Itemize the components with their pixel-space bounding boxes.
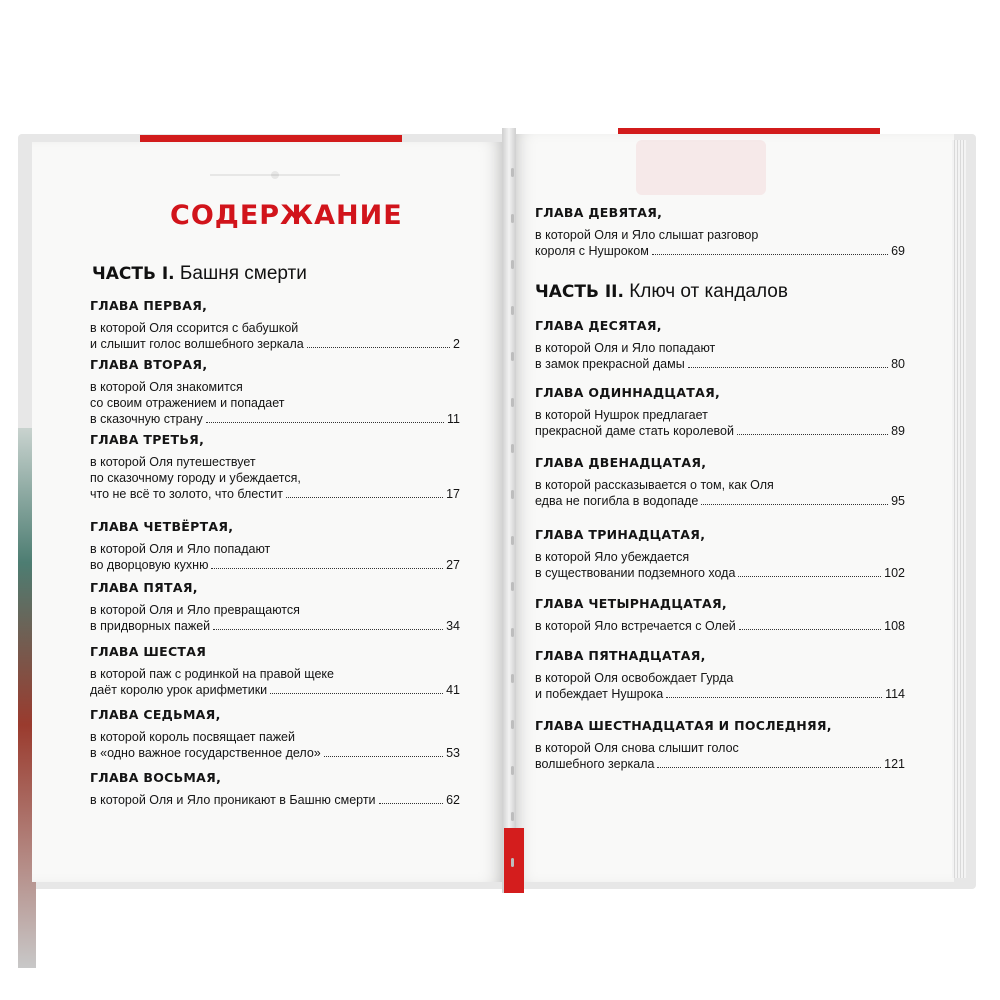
chapter-description-text: в существовании подземного хода (535, 566, 736, 580)
page-number: 34 (446, 619, 460, 633)
chapter-description-line: в которой Оля ссорится с бабушкой (90, 321, 299, 335)
part-label: ЧАСТЬ I. (92, 264, 175, 284)
chapter-heading: ГЛАВА СЕДЬМАЯ, (90, 707, 221, 722)
chapter-description-line: в которой Оля и Яло слышат разговор (535, 228, 759, 242)
bleed-through-ornament (210, 168, 340, 182)
toc-entry (90, 580, 460, 634)
page-title: СОДЕРЖАНИЕ (170, 200, 403, 231)
dot-leader (739, 629, 881, 630)
chapter-description-last-line (535, 618, 905, 634)
chapter-heading: ГЛАВА ОДИННАДЦАТАЯ, (535, 385, 721, 400)
dot-leader (324, 756, 443, 757)
chapter-description-text: в «одно важное государственное дело» (90, 746, 321, 760)
toc-entry (535, 718, 905, 772)
part-heading-1 (92, 263, 307, 285)
page-number: 114 (885, 687, 905, 701)
chapter-description-text: в придворных пажей (90, 619, 211, 633)
part-name: Башня смерти (179, 263, 307, 284)
chapter-description-text: что не всё то золото, что блестит (90, 487, 283, 501)
chapter-description-last-line (535, 356, 905, 372)
chapter-heading: ГЛАВА ШЕСТАЯ (90, 644, 207, 659)
chapter-description-line: по сказочному городу и убеждается, (90, 471, 301, 485)
chapter-description-text: волшебного зеркала (535, 757, 655, 771)
chapter-description-line: в которой Оля и Яло попадают (90, 542, 271, 556)
dot-leader (213, 629, 443, 630)
chapter-description-text: во дворцовую кухню (90, 558, 209, 572)
chapter-description-text: даёт королю урок арифметики (90, 683, 268, 697)
toc-entry (90, 707, 460, 761)
toc-entry (535, 205, 905, 259)
chapter-description-line: в которой рассказывается о том, как Оля (535, 478, 774, 492)
page-number: 108 (884, 619, 905, 633)
part-name: Ключ от кандалов (629, 281, 788, 302)
chapter-heading: ГЛАВА ТРЕТЬЯ, (90, 432, 205, 447)
chapter-heading: ГЛАВА ВТОРАЯ, (90, 357, 208, 372)
page-edges (952, 140, 966, 878)
toc-entry (535, 596, 905, 634)
chapter-description-last-line (90, 411, 460, 427)
bleed-through-block-right (636, 140, 766, 195)
chapter-description-last-line (535, 686, 905, 702)
page-number: 11 (447, 412, 460, 426)
toc-entry (535, 648, 905, 702)
chapter-heading: ГЛАВА ПЯТНАДЦАТАЯ, (535, 648, 706, 663)
chapter-heading: ГЛАВА ДЕСЯТАЯ, (535, 318, 662, 333)
toc-entry (535, 527, 905, 581)
toc-entry (90, 644, 460, 698)
chapter-description-text: прекрасной даме стать королевой (535, 424, 734, 438)
part-heading-2 (535, 281, 788, 303)
chapter-description-last-line (90, 682, 460, 698)
chapter-heading: ГЛАВА ПЯТАЯ, (90, 580, 198, 595)
chapter-description-last-line (535, 756, 905, 772)
page-number: 121 (884, 757, 905, 771)
chapter-description-last-line (535, 243, 905, 259)
chapter-heading: ГЛАВА ШЕСТНАДЦАТАЯ И ПОСЛЕДНЯЯ, (535, 718, 832, 733)
part-label: ЧАСТЬ II. (535, 282, 624, 302)
page-number: 17 (446, 487, 460, 501)
chapter-description-line: в которой Оля знакомится (90, 380, 243, 394)
dot-leader (286, 497, 443, 498)
dot-leader (307, 347, 450, 348)
chapter-description-text: и побеждает Нушрока (535, 687, 664, 701)
page-number: 62 (446, 793, 460, 807)
dot-leader (211, 568, 443, 569)
chapter-heading: ГЛАВА ДЕВЯТАЯ, (535, 205, 663, 220)
chapter-description-last-line (90, 336, 460, 352)
chapter-heading: ГЛАВА ЧЕТВЁРТАЯ, (90, 519, 234, 534)
chapter-heading: ГЛАВА ЧЕТЫРНАДЦАТАЯ, (535, 596, 727, 611)
chapter-description-line: в которой паж с родинкой на правой щеке (90, 667, 334, 681)
dot-leader (688, 367, 888, 368)
chapter-description-last-line (535, 493, 905, 509)
toc-entry (535, 455, 905, 509)
chapter-description-text: в которой Яло встречается с Олей (535, 619, 736, 633)
chapter-description-text: в замок прекрасной дамы (535, 357, 685, 371)
toc-entry (535, 385, 905, 439)
chapter-description-line: в которой Оля освобождает Гурда (535, 671, 734, 685)
chapter-description-last-line (90, 792, 460, 808)
toc-entry (90, 770, 460, 808)
dot-leader (379, 803, 444, 804)
chapter-description-text: едва не погибла в водопаде (535, 494, 699, 508)
chapter-description-text: в сказочную страну (90, 412, 203, 426)
chapter-heading: ГЛАВА ПЕРВАЯ, (90, 298, 208, 313)
chapter-heading: ГЛАВА ВОСЬМАЯ, (90, 770, 222, 785)
page-number: 102 (884, 566, 905, 580)
chapter-description-last-line (535, 565, 905, 581)
toc-entry (535, 318, 905, 372)
dot-leader (657, 767, 881, 768)
chapter-description-last-line (90, 486, 460, 502)
chapter-heading: ГЛАВА ТРИНАДЦАТАЯ, (535, 527, 706, 542)
dot-leader (666, 697, 882, 698)
chapter-description-last-line (90, 745, 460, 761)
toc-entry (90, 357, 460, 427)
dot-leader (270, 693, 443, 694)
chapter-description-last-line (90, 618, 460, 634)
dot-leader (206, 422, 444, 423)
page-number: 27 (446, 558, 460, 572)
dot-leader (701, 504, 888, 505)
dot-leader (738, 576, 881, 577)
dot-leader (652, 254, 888, 255)
chapter-heading: ГЛАВА ДВЕНАДЦАТАЯ, (535, 455, 707, 470)
chapter-description-last-line (90, 557, 460, 573)
chapter-description-line: в которой Оля снова слышит голос (535, 741, 739, 755)
toc-entry (90, 519, 460, 573)
toc-entry (90, 432, 460, 502)
chapter-description-line: в которой Оля и Яло превращаются (90, 603, 300, 617)
page-number: 53 (446, 746, 460, 760)
dot-leader (737, 434, 888, 435)
binding-stitches (508, 168, 518, 868)
chapter-description-line: со своим отражением и попадает (90, 396, 285, 410)
chapter-description-line: в которой Оля путешествует (90, 455, 256, 469)
chapter-description-last-line (535, 423, 905, 439)
page-number: 69 (891, 244, 905, 258)
chapter-description-line: в которой Яло убеждается (535, 550, 690, 564)
page-number: 2 (453, 337, 460, 351)
page-number: 80 (891, 357, 905, 371)
chapter-description-line: в которой король посвящает пажей (90, 730, 295, 744)
page-number: 89 (891, 424, 905, 438)
chapter-description-text: и слышит голос волшебного зеркала (90, 337, 304, 351)
chapter-description-text: короля с Нушроком (535, 244, 649, 258)
chapter-description-line: в которой Оля и Яло попадают (535, 341, 716, 355)
chapter-description-text: в которой Оля и Яло проникают в Башню смерти (90, 793, 376, 807)
page-number: 41 (446, 683, 460, 697)
toc-entry (90, 298, 460, 352)
chapter-description-line: в которой Нушрок предлагает (535, 408, 708, 422)
page-number: 95 (891, 494, 905, 508)
